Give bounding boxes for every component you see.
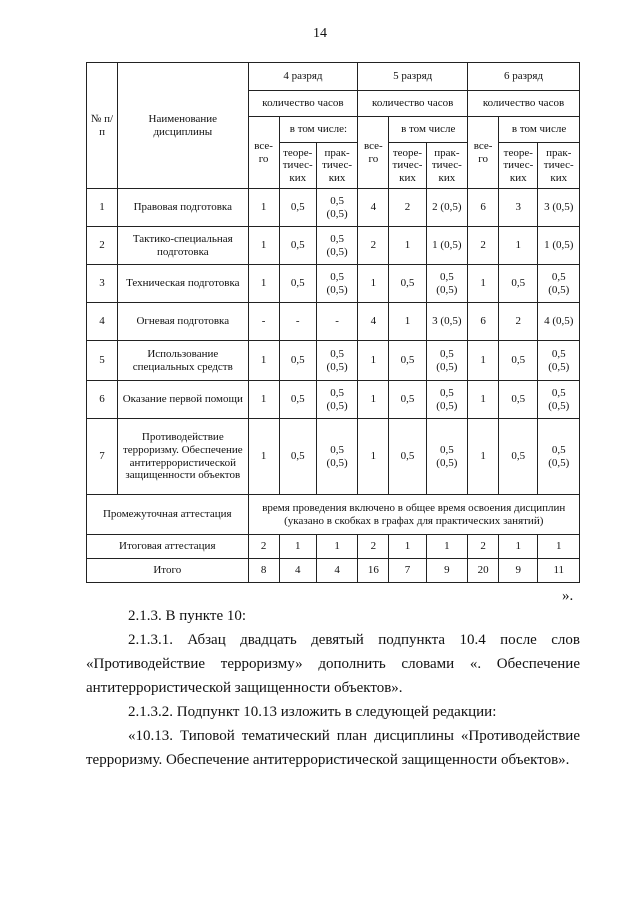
table-cell: 1 — [248, 341, 279, 381]
table-cell: 1 — [248, 189, 279, 227]
table-cell: 1 (0,5) — [426, 227, 467, 265]
table-cell: 0,5 — [279, 419, 316, 495]
table-row — [87, 303, 580, 341]
header-num: № п/п — [87, 63, 118, 189]
intermediate-label: Промежуточная аттестация — [87, 495, 249, 535]
table-cell: 0,5 (0,5) — [538, 265, 580, 303]
row-num: 4 — [87, 303, 118, 341]
table-cell: 1 — [468, 419, 499, 495]
table-cell: 1 — [316, 535, 357, 559]
table-cell: 0,5 — [499, 265, 538, 303]
paragraph: 2.1.3. В пункте 10: — [128, 608, 247, 624]
table-cell: 1 — [248, 381, 279, 419]
table-cell: 1 — [358, 419, 389, 495]
header-name: Наименование дисциплины — [118, 63, 248, 189]
row-name: Правовая подготовка — [118, 189, 248, 227]
table-cell: 1 — [389, 303, 426, 341]
row-num: 2 — [87, 227, 118, 265]
table-cell: 1 — [358, 265, 389, 303]
header-theory: теоре-тичес-ких — [389, 143, 426, 189]
table-cell: 0,5 (0,5) — [538, 341, 580, 381]
header-total: все-го — [468, 117, 499, 189]
table-cell: 1 — [389, 227, 426, 265]
total-row — [87, 559, 580, 583]
table-cell: 0,5 (0,5) — [538, 419, 580, 495]
header-theory: теоре-тичес-ких — [279, 143, 316, 189]
table-cell: 1 — [499, 535, 538, 559]
header-rank-4: 4 разряд — [248, 63, 358, 91]
table-row — [87, 381, 580, 419]
intermediate-note: время проведения включено в общее время освоения дисциплин (указано в скобках в графах для практических занятий) — [248, 495, 579, 535]
table-cell: 1 — [248, 265, 279, 303]
table-cell: 0,5 — [389, 265, 426, 303]
header-including: в том числе — [499, 117, 580, 143]
table-cell: 4 — [316, 559, 357, 583]
table-cell: 3 (0,5) — [426, 303, 467, 341]
table-cell: 2 — [248, 535, 279, 559]
table-cell: 0,5 — [279, 381, 316, 419]
table-cell: 7 — [389, 559, 426, 583]
table-cell: 1 — [389, 535, 426, 559]
table-cell: 8 — [248, 559, 279, 583]
table-row — [87, 227, 580, 265]
table-cell: 1 — [468, 381, 499, 419]
row-name: Оказание первой помощи — [118, 381, 248, 419]
table-cell: 1 — [538, 535, 580, 559]
discipline-hours-table — [86, 62, 580, 583]
table-cell: - — [248, 303, 279, 341]
table-cell: 1 — [248, 419, 279, 495]
table-cell: - — [316, 303, 357, 341]
closing-quote: ». — [562, 588, 574, 604]
table-cell: 0,5 (0,5) — [316, 341, 357, 381]
table-cell: 9 — [499, 559, 538, 583]
table-cell: 1 — [248, 227, 279, 265]
table-cell: 0,5 (0,5) — [316, 265, 357, 303]
table-cell: 3 (0,5) — [538, 189, 580, 227]
table-cell: 1 — [426, 535, 467, 559]
table-cell: 2 — [468, 227, 499, 265]
table-cell: 20 — [468, 559, 499, 583]
table-cell: 1 — [358, 381, 389, 419]
table-cell: 0,5 — [279, 227, 316, 265]
table-cell: 0,5 (0,5) — [316, 227, 357, 265]
row-name: Огневая подготовка — [118, 303, 248, 341]
table-cell: 2 (0,5) — [426, 189, 467, 227]
intermediate-row — [87, 495, 580, 535]
table-cell: 2 — [389, 189, 426, 227]
table-cell: 0,5 (0,5) — [316, 381, 357, 419]
header-practice: прак-тичес-ких — [538, 143, 580, 189]
table-cell: 1 — [358, 341, 389, 381]
row-name: Техническая подготовка — [118, 265, 248, 303]
header-rank-5: 5 разряд — [358, 63, 468, 91]
table-cell: 0,5 — [389, 381, 426, 419]
table-cell: 1 — [468, 265, 499, 303]
header-theory: теоре-тичес-ких — [499, 143, 538, 189]
header-total: все-го — [358, 117, 389, 189]
table-cell: 9 — [426, 559, 467, 583]
header-hours: количество часов — [358, 91, 468, 117]
table-cell: 2 — [358, 227, 389, 265]
final-label: Итоговая аттестация — [87, 535, 249, 559]
paragraph: 2.1.3.1. Абзац двадцать девятый подпункта 10.4 после слов «Противодействие терроризму» дополнить словами «. Обеспечение антитеррористической защищенности объектов». — [86, 632, 580, 696]
row-num: 7 — [87, 419, 118, 495]
table-cell: 0,5 — [389, 419, 426, 495]
table-row — [87, 419, 580, 495]
table-cell: 0,5 (0,5) — [426, 265, 467, 303]
table-cell: 4 — [358, 303, 389, 341]
table-cell: 1 — [499, 227, 538, 265]
row-name: Тактико-специальная подготовка — [118, 227, 248, 265]
table-cell: 6 — [468, 189, 499, 227]
table-cell: 2 — [499, 303, 538, 341]
table-cell: 0,5 (0,5) — [538, 381, 580, 419]
row-num: 3 — [87, 265, 118, 303]
table-cell: 0,5 (0,5) — [426, 419, 467, 495]
table-cell: 0,5 — [279, 341, 316, 381]
header-total: все-го — [248, 117, 279, 189]
final-row — [87, 535, 580, 559]
row-num: 5 — [87, 341, 118, 381]
row-name: Противодействие терроризму. Обеспечение антитеррористической защищенности объектов — [118, 419, 248, 495]
table-cell: 1 — [468, 341, 499, 381]
table-cell: 11 — [538, 559, 580, 583]
row-num: 6 — [87, 381, 118, 419]
table-cell: 0,5 (0,5) — [426, 381, 467, 419]
header-practice: прак-тичес-ких — [316, 143, 357, 189]
table-cell: 1 — [279, 535, 316, 559]
table-cell: 0,5 (0,5) — [316, 419, 357, 495]
table-row — [87, 189, 580, 227]
header-hours: количество часов — [468, 91, 580, 117]
header-including: в том числе: — [279, 117, 358, 143]
row-num: 1 — [87, 189, 118, 227]
table-cell: 0,5 (0,5) — [426, 341, 467, 381]
table-cell: 2 — [468, 535, 499, 559]
table-cell: 4 — [279, 559, 316, 583]
table-cell: 2 — [358, 535, 389, 559]
table-cell: 4 — [358, 189, 389, 227]
table-cell: 16 — [358, 559, 389, 583]
header-including: в том числе — [389, 117, 468, 143]
total-label: Итого — [87, 559, 249, 583]
table-row — [87, 341, 580, 381]
table-cell: 1 (0,5) — [538, 227, 580, 265]
page-number: 14 — [313, 26, 327, 41]
paragraph: 2.1.3.2. Подпункт 10.13 изложить в следующей редакции: — [128, 704, 497, 720]
table-cell: 0,5 — [499, 419, 538, 495]
table-cell: 4 (0,5) — [538, 303, 580, 341]
header-practice: прак-тичес-ких — [426, 143, 467, 189]
table-cell: 0,5 — [279, 189, 316, 227]
table-cell: 3 — [499, 189, 538, 227]
table-cell: 0,5 — [389, 341, 426, 381]
header-rank-6: 6 разряд — [468, 63, 580, 91]
table-cell: 0,5 — [499, 341, 538, 381]
table-row — [87, 265, 580, 303]
table-cell: 0,5 — [279, 265, 316, 303]
table-cell: 6 — [468, 303, 499, 341]
header-hours: количество часов — [248, 91, 358, 117]
table-cell: 0,5 — [499, 381, 538, 419]
row-name: Использование специальных средств — [118, 341, 248, 381]
paragraph: «10.13. Типовой тематический план дисциплины «Противодействие терроризму. Обеспечение антитеррористической защищенности объектов». — [86, 728, 580, 768]
table-cell: 0,5 (0,5) — [316, 189, 357, 227]
table-cell: - — [279, 303, 316, 341]
body-text — [86, 604, 580, 772]
